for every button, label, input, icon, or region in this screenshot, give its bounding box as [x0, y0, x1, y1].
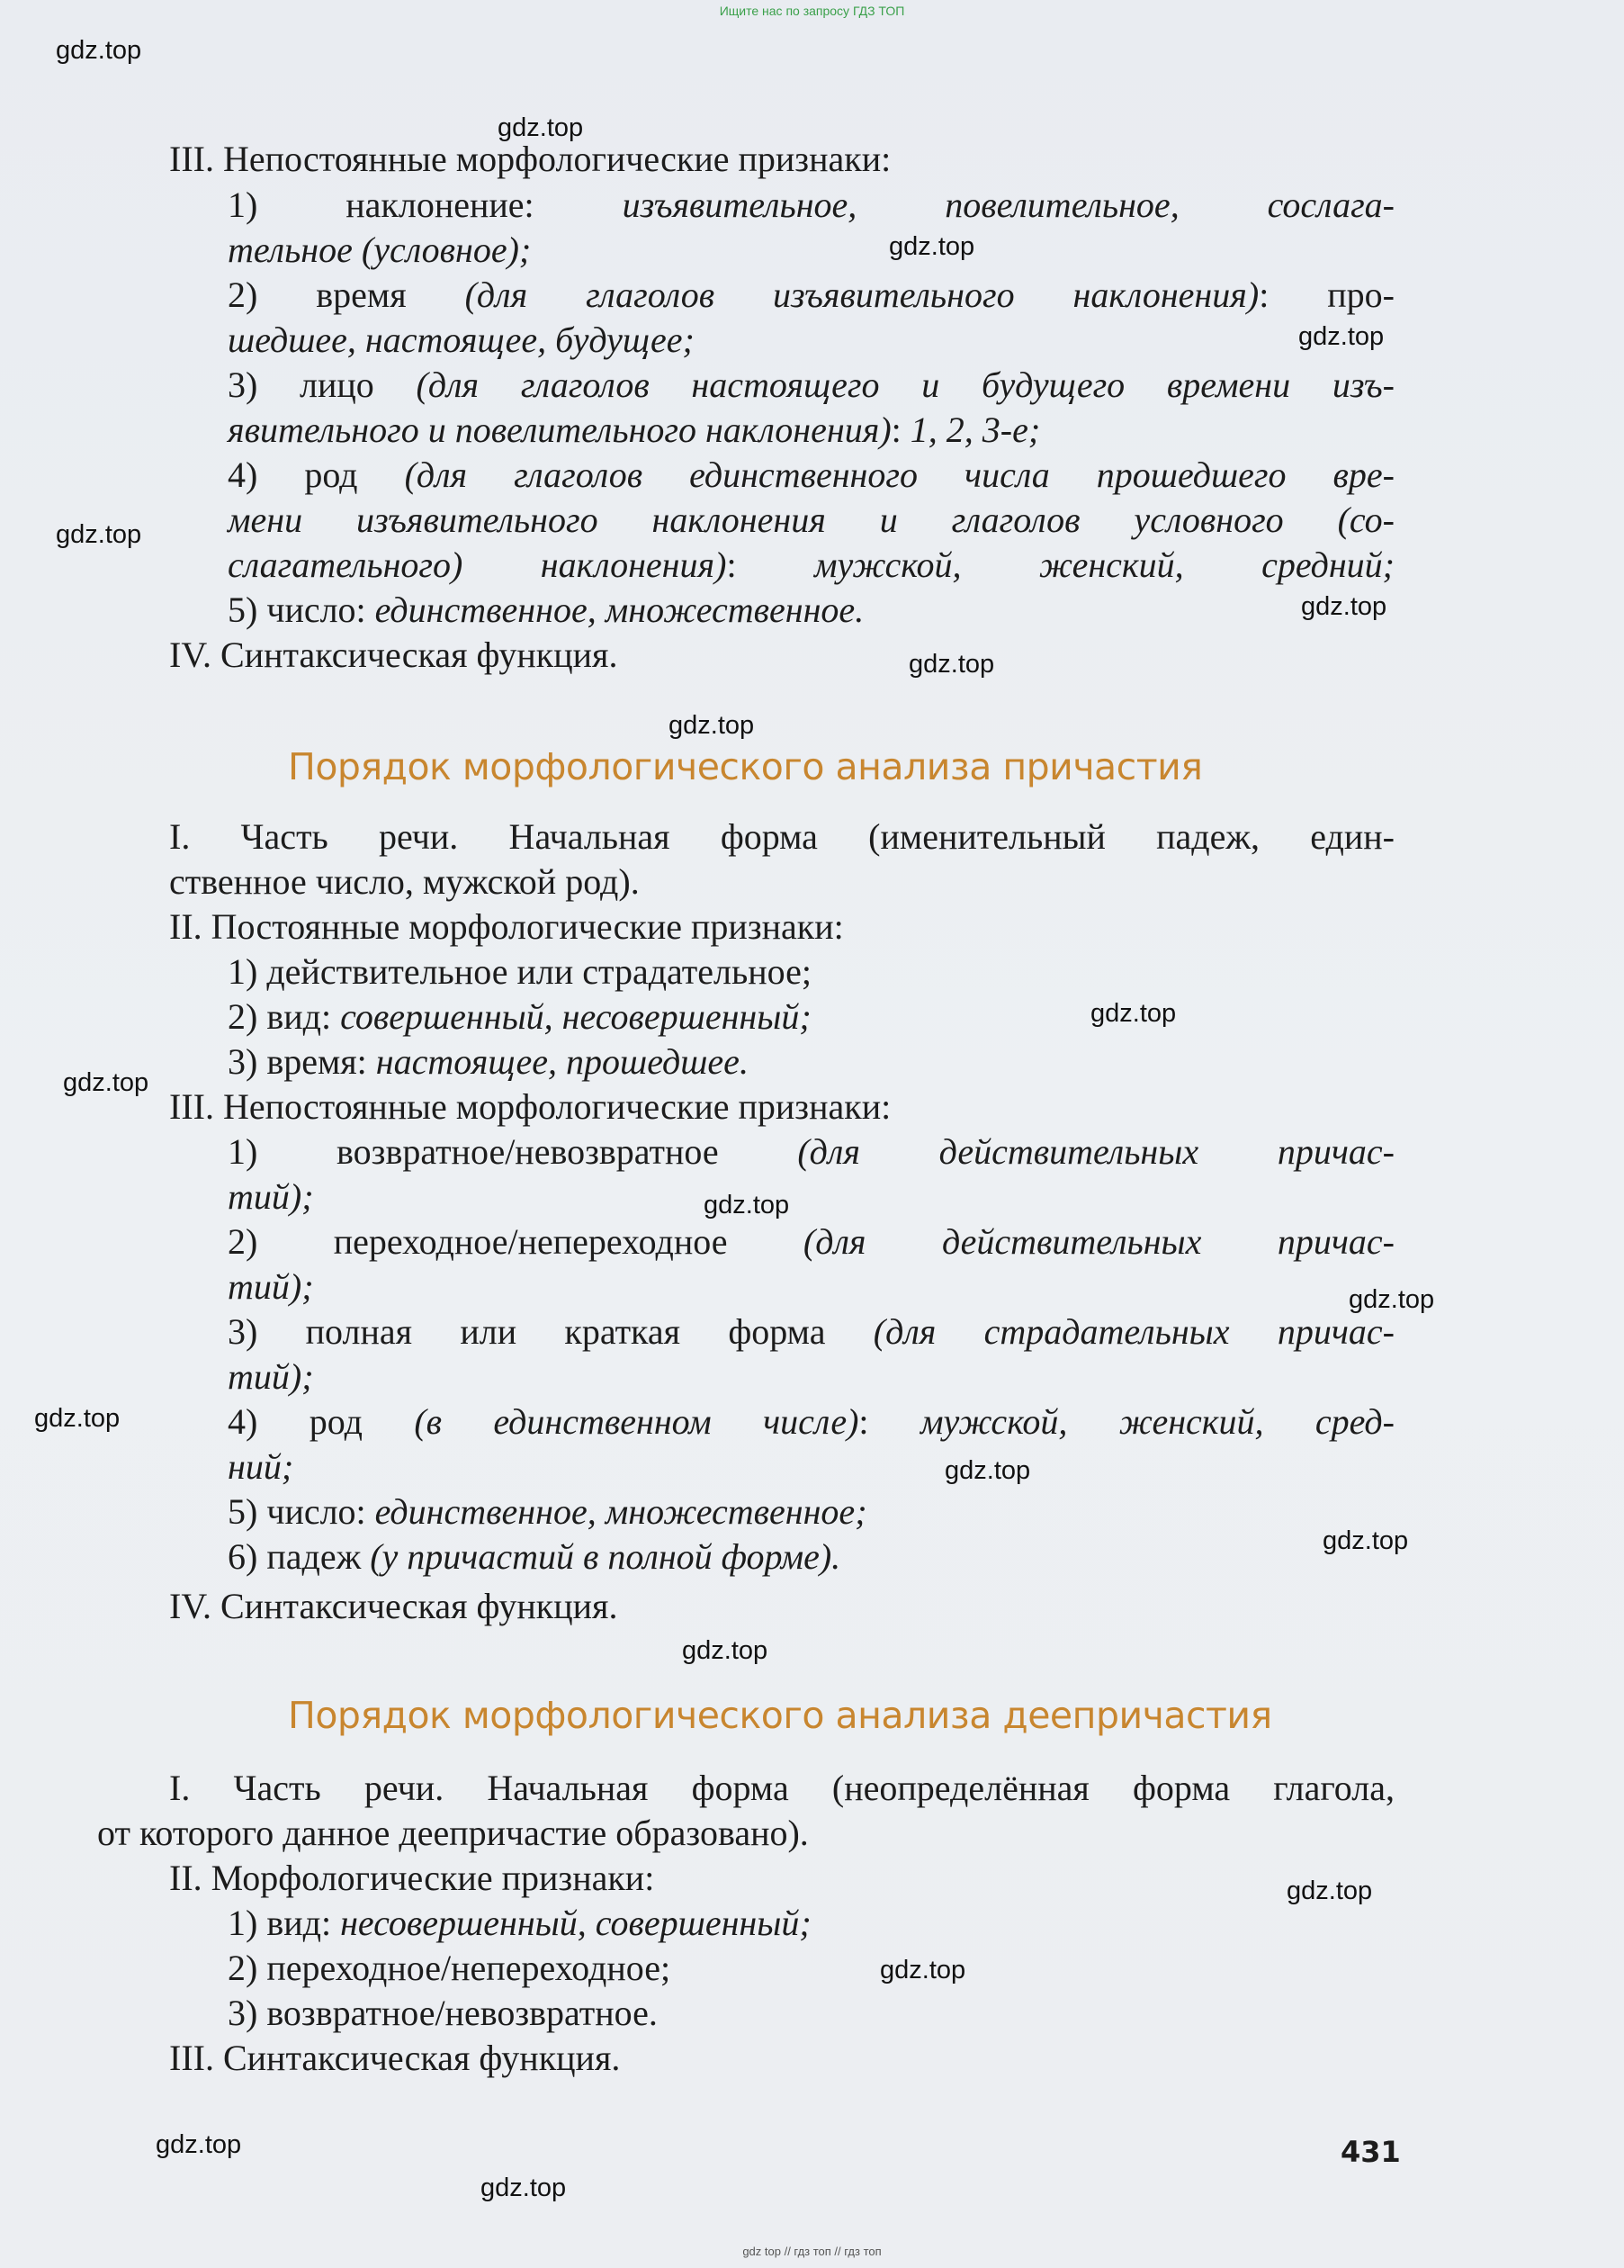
- text-line: II. Постоянные морфологические признаки:: [169, 906, 844, 947]
- text-line: 6) падеж (у причастий в полной форме).: [228, 1536, 841, 1577]
- text-line: III. Непостоянные морфологические признаки:: [169, 1086, 892, 1127]
- watermark: gdz.top: [56, 520, 142, 549]
- text-line: 3) возвратное/невозвратное.: [228, 1993, 658, 2033]
- text-line: I. Часть речи. Начальная форма (неопределённая форма глагола,: [169, 1768, 1395, 1808]
- text-line: 3) время: настоящее, прошедшее.: [228, 1041, 749, 1082]
- page-number: 431: [1341, 2135, 1401, 2169]
- text-line: шедшее, настоящее, будущее;: [228, 320, 695, 360]
- text-line: IV. Синтаксическая функция.: [169, 634, 618, 675]
- watermark: gdz.top: [704, 1191, 790, 1220]
- text-line: 2) переходное/непереходное (для действительных причас-: [228, 1221, 1395, 1262]
- watermark: gdz.top: [63, 1068, 149, 1097]
- text-line: мени изъявительного наклонения и глаголов условного (со-: [228, 500, 1395, 540]
- watermark: gdz.top: [156, 2130, 242, 2159]
- watermark: gdz.top: [682, 1636, 768, 1665]
- text-line: 5) число: единственное, множественное;: [228, 1491, 867, 1532]
- watermark: gdz.top: [945, 1456, 1031, 1485]
- text-line: тий);: [228, 1356, 314, 1397]
- text-line: II. Морфологические признаки:: [169, 1858, 655, 1898]
- text-line: от которого данное деепричастие образовано).: [97, 1813, 809, 1853]
- text-line: ний;: [228, 1446, 294, 1487]
- watermark: gdz.top: [1349, 1285, 1435, 1314]
- watermark: gdz.top: [880, 1956, 966, 1984]
- watermark: gdz.top: [498, 113, 584, 142]
- text-line: 3) лицо (для глаголов настоящего и будущего времени изъ-: [228, 364, 1395, 405]
- watermark: gdz.top: [1301, 592, 1387, 621]
- text-line: слагательного) наклонения): мужской, женский, средний;: [228, 544, 1395, 585]
- watermark: gdz.top: [909, 650, 995, 679]
- watermark: gdz.top: [668, 711, 755, 740]
- text-line: тельное (условное);: [228, 230, 532, 270]
- text-line: тий);: [228, 1176, 314, 1217]
- text-line: 4) род (для глаголов единственного числа прошедшего вре-: [228, 454, 1395, 495]
- text-line: 3) полная или краткая форма (для страдательных причас-: [228, 1311, 1395, 1352]
- text-line: 1) действительное или страдательное;: [228, 951, 812, 992]
- watermark: gdz.top: [480, 2174, 567, 2202]
- text-line: III. Непостоянные морфологические признаки:: [169, 139, 892, 179]
- text-line: ственное число, мужской род).: [169, 861, 640, 902]
- bottom-banner: gdz top // гдз топ // гдз топ: [742, 2245, 882, 2258]
- watermark: gdz.top: [1287, 1876, 1373, 1905]
- section-heading: Порядок морфологического анализа причастия: [288, 745, 1203, 788]
- text-line: 1) возвратное/невозвратное (для действительных причас-: [228, 1131, 1395, 1172]
- watermark: gdz.top: [889, 232, 975, 261]
- text-line: III. Синтаксическая функция.: [169, 2038, 621, 2078]
- text-line: 4) род (в единственном числе): мужской, женский, сред-: [228, 1401, 1395, 1442]
- text-line: явительного и повелительного наклонения): 1, 2, 3-е;: [228, 410, 1041, 450]
- text-line: 2) время (для глаголов изъявительного наклонения): про-: [228, 274, 1395, 315]
- watermark: gdz.top: [1323, 1526, 1409, 1555]
- section-heading: Порядок морфологического анализа деепричастия: [288, 1694, 1272, 1737]
- watermark: gdz.top: [56, 36, 142, 65]
- text-line: 1) вид: несовершенный, совершенный;: [228, 1903, 812, 1943]
- watermark: gdz.top: [34, 1404, 121, 1433]
- watermark: gdz.top: [1298, 322, 1385, 351]
- text-line: 2) вид: совершенный, несовершенный;: [228, 996, 812, 1037]
- text-line: I. Часть речи. Начальная форма (именительный падеж, един-: [169, 816, 1395, 857]
- text-line: тий);: [228, 1266, 314, 1307]
- watermark: gdz.top: [1090, 999, 1177, 1028]
- text-line: 1) наклонение: изъявительное, повелительное, сослага-: [228, 184, 1395, 225]
- text-line: 5) число: единственное, множественное.: [228, 590, 865, 630]
- top-banner: Ищите нас по запросу ГДЗ ТОП: [719, 4, 905, 18]
- text-line: IV. Синтаксическая функция.: [169, 1586, 618, 1626]
- text-line: 2) переходное/непереходное;: [228, 1948, 671, 1988]
